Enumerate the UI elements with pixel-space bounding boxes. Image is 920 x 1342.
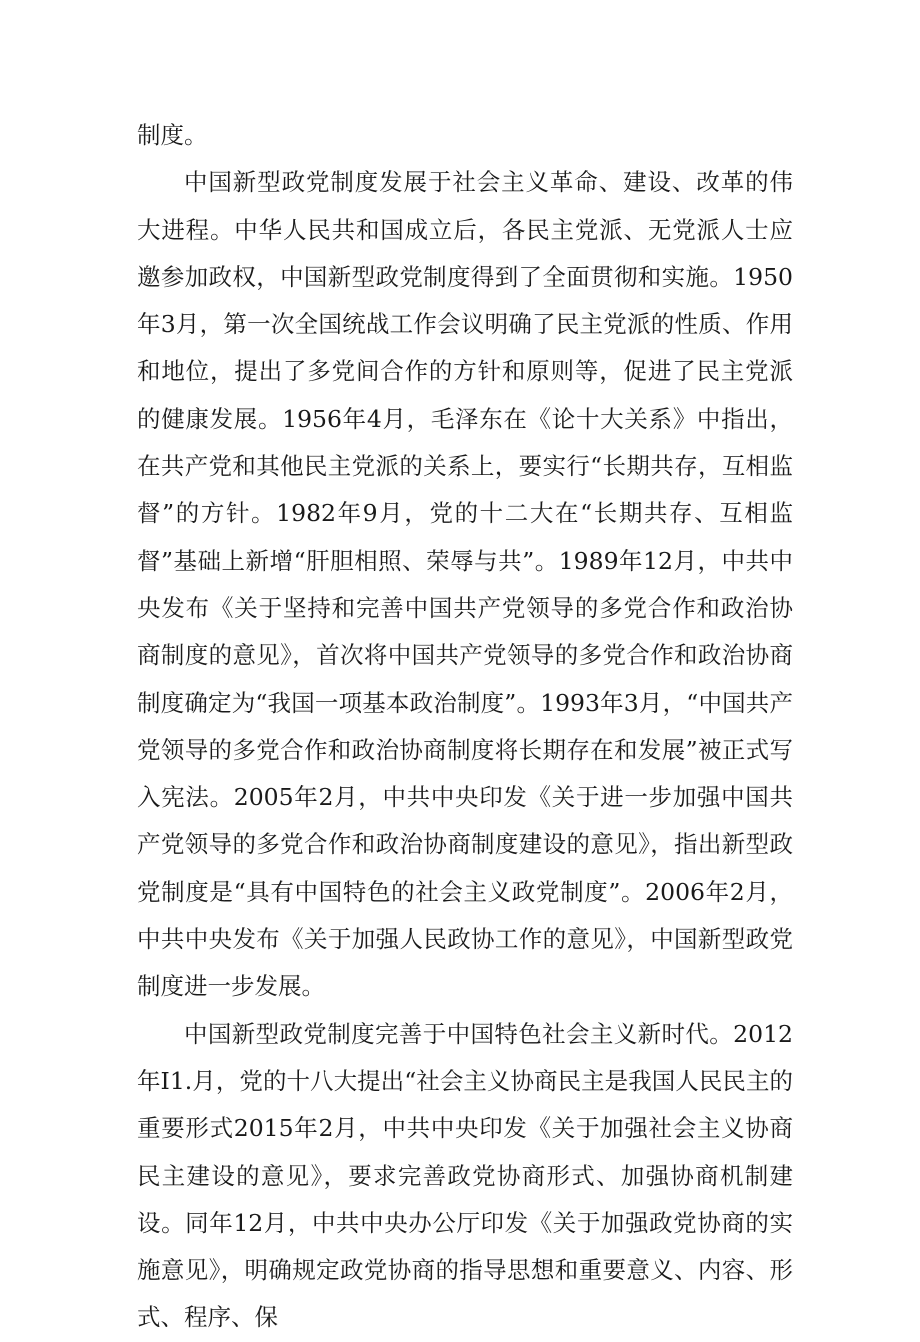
paragraph-new-era: 中国新型政党制度完善于中国特色社会主义新时代。2012年I1.月，党的十八大提出“社会主义协商民主是我国人民民主的重要形式2015年2月，中共中央印发《关于加强社会主义协商民主建设的意见》，要求完善政党协商形式、加强协商机制建设。同年12月，中共中央办公厅印发《关于加强政党协商的实施意见》，明确规定政党协商的指导思想和重要意义、内容、形式、程序、保 — [137, 1019, 793, 1332]
paragraph-development: 中国新型政党制度发展于社会主义革命、建设、改革的伟大进程。中华人民共和国成立后，各民主党派、无党派人士应邀参加政权，中国新型政党制度得到了全面贯彻和实施。1950年3月，第一次全国统战工作会议明确了民主党派的性质、作用和地位，提出了多党间合作的方针和原则等，促进了民主党派的健康发展。1956年4月，毛泽东在《论十大关系》中指出，在共产党和其他民主党派的关系上，要实行“长期共存，互相监督”的方针。1982年9月，党的十二大在“长期共存、互相监督”基础上新增“肝胆相照、荣辱与共”。1989年12月，中共中央发布《关于坚持和完善中国共产党领导的多党合作和政治协商制度的意见》，首次将中国共产党领导的多党合作和政治协商制度确定为“我国一项基本政治制度”。1993年3月，“中国共产党领导的多党合作和政治协商制度将长期存在和发展”被正式写入宪法。2005年2月，中共中央印发《关于进一步加强中国共产党领导的多党合作和政治协商制度建设的意见》，指出新型政党制度是“具有中国特色的社会主义政党制度”。2006年2月，中共中央发布《关于加强人民政协工作的意见》，中国新型政党制度进一步发展。 — [137, 168, 793, 1001]
document-page — [137, 112, 793, 1342]
paragraph-continuation: 制度。 — [137, 121, 208, 149]
